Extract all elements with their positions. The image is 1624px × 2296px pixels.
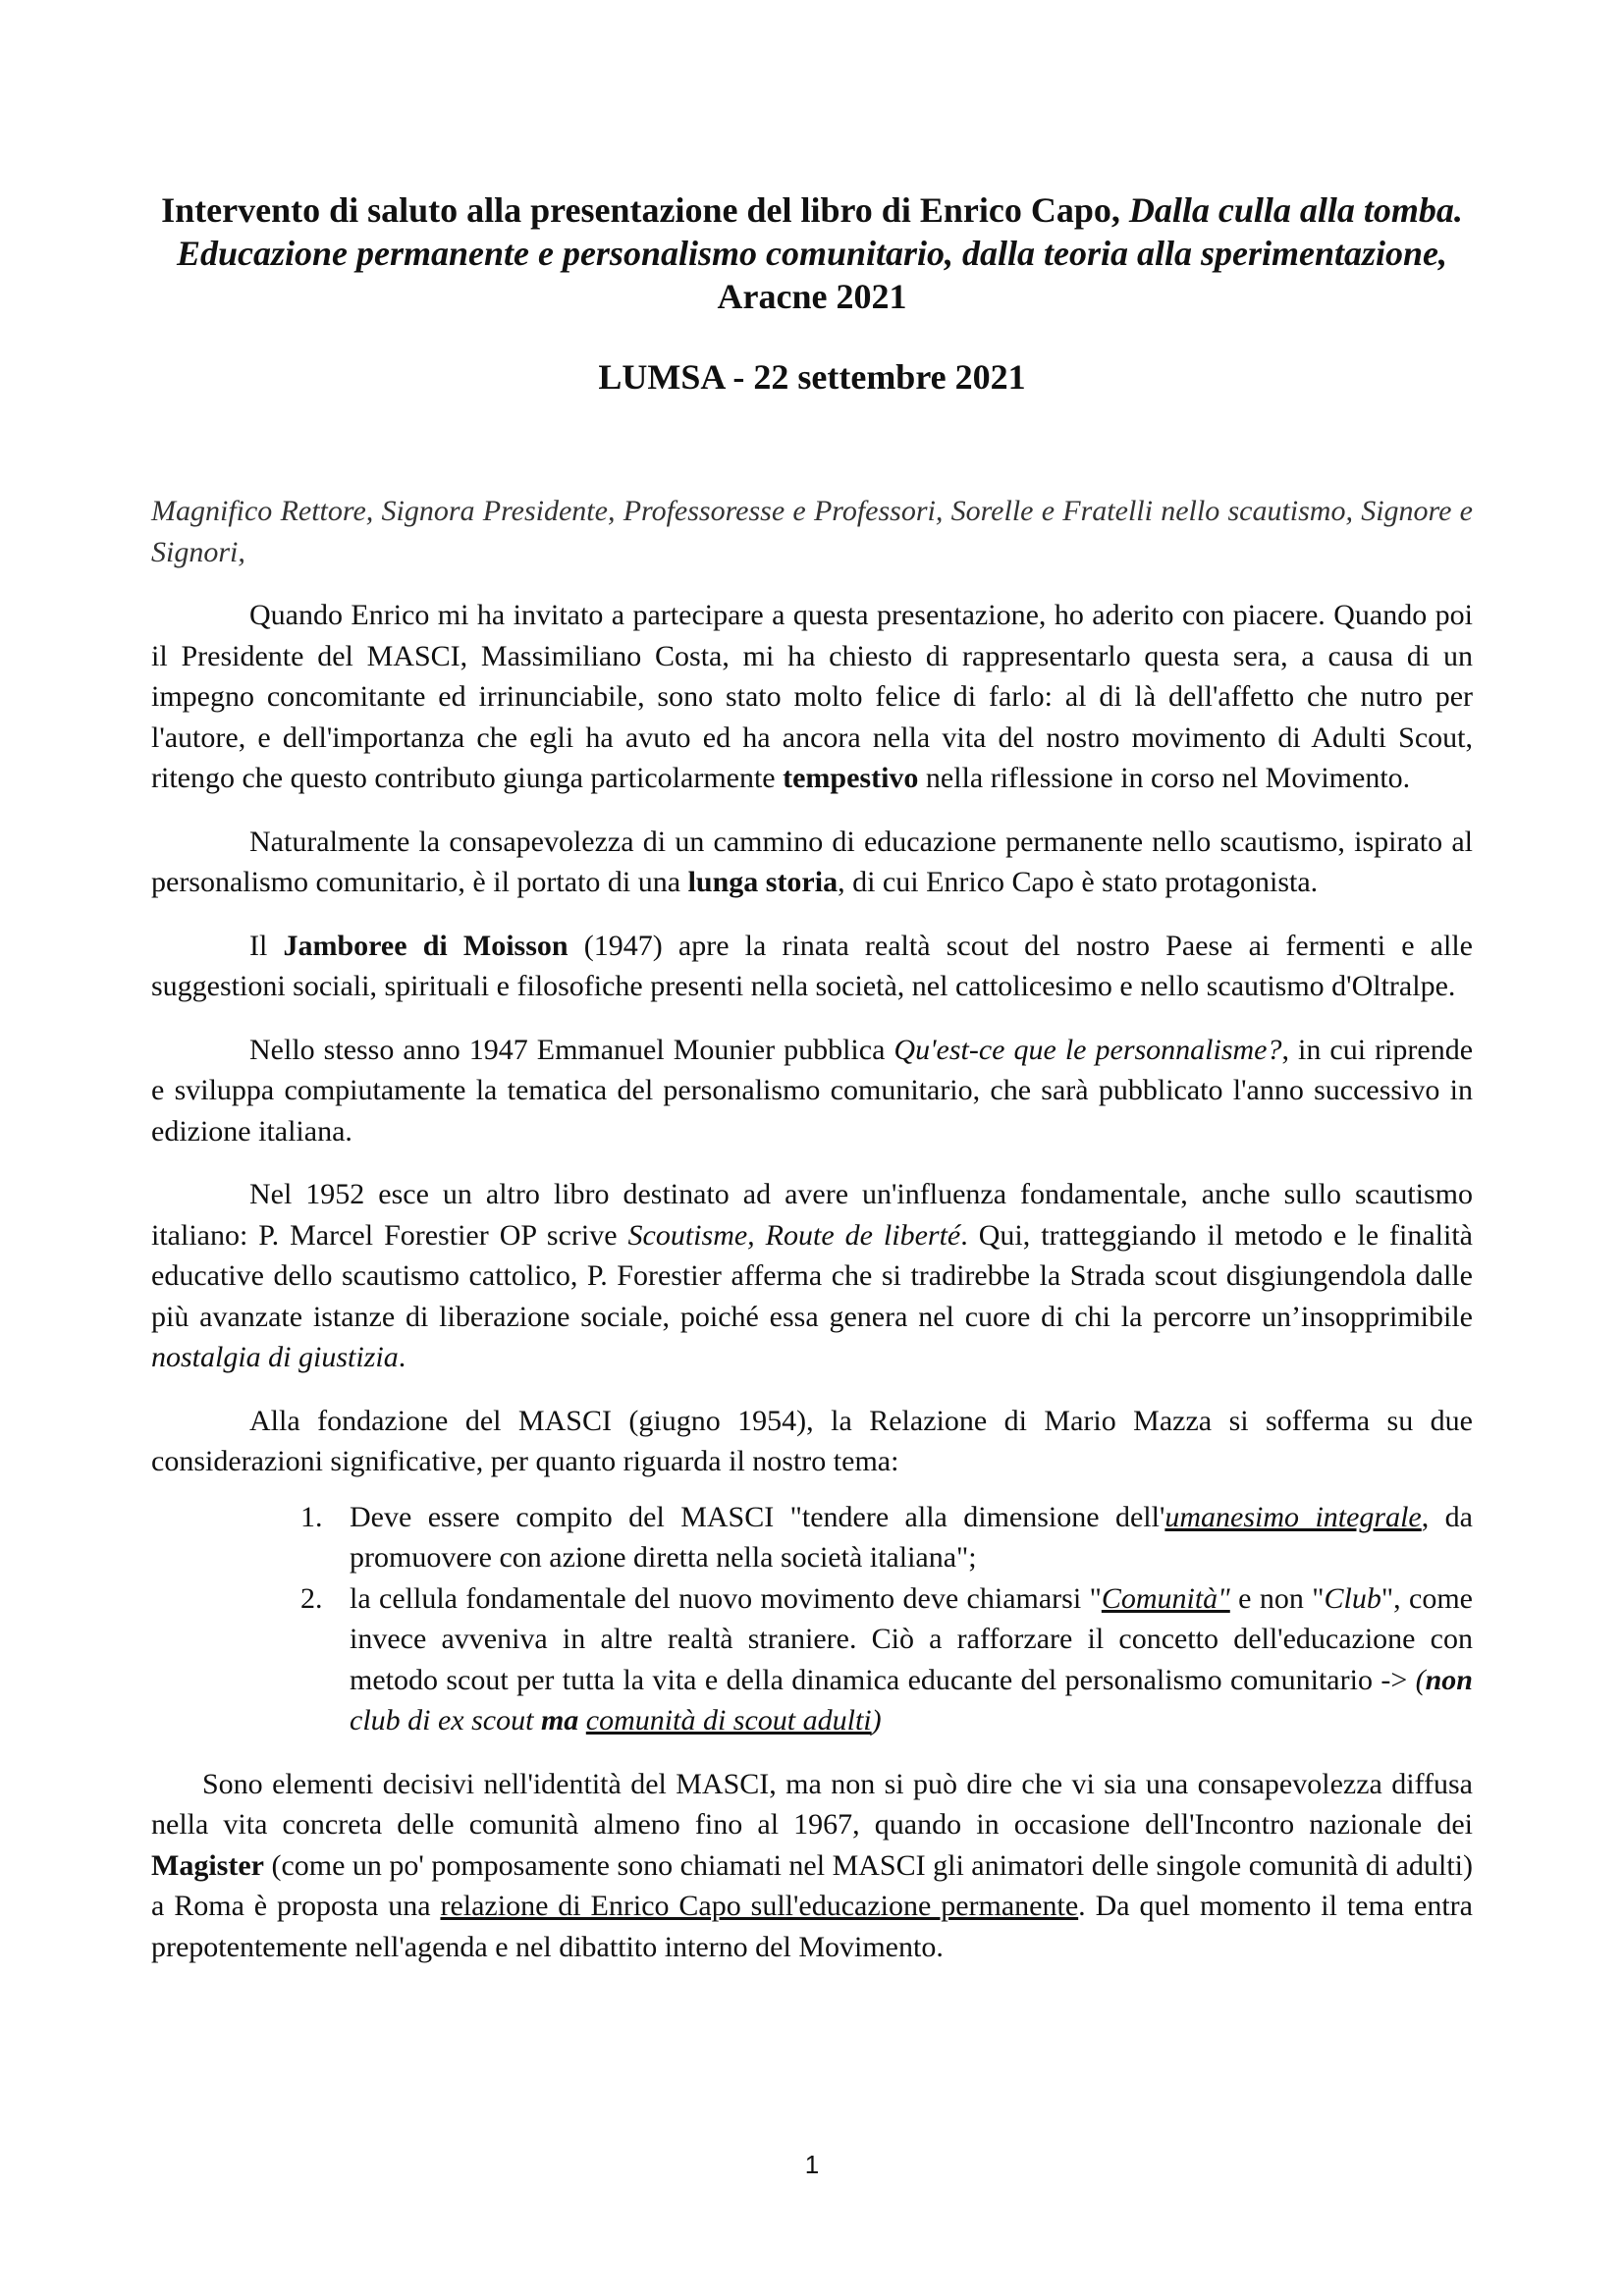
paragraph-3 — [151, 926, 1473, 1007]
book-title: Dalla culla alla tomba. Educazione permanente e personalismo comunitario, dalla teoria alla sperimentazione, — [176, 190, 1463, 273]
list-item — [151, 1497, 1473, 1578]
underlined-text: relazione di Enrico Capo sull'educazione permanente — [440, 1890, 1079, 1922]
italic-title: Qu'est-ce que le personnalisme? — [893, 1033, 1282, 1066]
bold-text: tempestivo — [783, 762, 919, 794]
list-text: la cellula fondamentale del nuovo movimento deve chiamarsi " — [350, 1581, 1102, 1615]
italic-title: Scoutisme, Route de liberté — [627, 1218, 961, 1252]
list-text: ", come invece avveniva in altre realtà straniere. Ciò a rafforzare il concetto dell'educazione con metodo scout per tutta la vita e della dinamica educante del personalismo comunitario -> — [350, 1581, 1473, 1696]
publisher-year: Aracne 2021 — [717, 277, 907, 316]
underlined-italic-text: umanesimo integrale — [1164, 1500, 1422, 1533]
paragraph-text: Nel 1952 esce un altro libro destinato ad avere un'influenza fondamentale, anche sullo scautismo italiano: P. Marcel Forestier OP scrive — [151, 1178, 1473, 1252]
list-text: e non " — [1229, 1581, 1325, 1615]
salutation: Magnifico Rettore, Signora Presidente, Professoresse e Professori, Sorelle e Fratelli nello scautismo, Signore e Signori, — [151, 495, 1473, 568]
event-date-heading: LUMSA - 22 settembre 2021 — [598, 357, 1026, 397]
paragraph-text: , di cui Enrico Capo è stato protagonista. — [838, 866, 1319, 898]
underlined-italic-text: comunità di scout adulti — [585, 1704, 872, 1736]
paragraph-text: Naturalmente la consapevolezza di un cammino di educazione permanente nello scautismo, ispirato al personalismo comunitario, è il portato di una — [151, 825, 1473, 898]
bold-text: Jamboree di Moisson — [283, 929, 568, 962]
list-text: Deve essere compito del MASCI "tendere alla dimensione dell' — [350, 1500, 1165, 1533]
paragraph-text: (come un po' pomposamente sono chiamati nel MASCI gli animatori delle singole comunità di adulti) a Roma è proposta una — [151, 1848, 1473, 1922]
paragraph-text: . Da quel momento il tema entra prepotentemente nell'agenda e nel dibattito interno del Movimento. — [151, 1890, 1473, 1963]
paragraph-7 — [151, 1764, 1473, 1968]
paragraph-text: Quando Enrico mi ha invitato a partecipare a questa presentazione, ho aderito con piacere. Quando poi il Presidente del MASCI, Massimiliano Costa, mi ha chiesto di rappresentarlo questa sera, a causa di un impegno concomitante ed irrinunciabile, sono stato molto felice di farlo: al di là dell'affetto che nutro per l'autore, e dell'importanza che egli ha avuto ed ha ancora nella vita del nostro movimento di Adulti Scout, ritengo che questo contributo giunga particolarmente — [151, 599, 1473, 794]
paragraph-text: (1947) apre la rinata realtà scout del nostro Paese ai fermenti e alle suggestioni sociali, spirituali e filosofiche presenti nella società, nel cattolicesimo e nello scautismo d'Oltralpe. — [151, 929, 1473, 1002]
paragraph-5 — [151, 1174, 1473, 1378]
italic-text: club di ex scout — [350, 1704, 541, 1736]
list-number: 1. — [300, 1500, 323, 1533]
italic-text: Club — [1324, 1581, 1381, 1615]
document-title — [147, 188, 1477, 318]
bold-text: lunga storia — [687, 866, 839, 898]
italic-text — [578, 1704, 586, 1736]
bold-italic-text: ma — [540, 1704, 579, 1736]
bold-text: Magister — [151, 1848, 264, 1882]
paragraph-4 — [151, 1030, 1473, 1152]
paragraph-2 — [151, 822, 1473, 903]
paragraph-text: Il — [249, 929, 284, 962]
document-body — [151, 491, 1473, 1990]
list-text: , da promuovere con azione diretta nella società italiana"; — [350, 1500, 1473, 1574]
paragraph-text: nella riflessione in corso nel Movimento. — [918, 762, 1411, 794]
page-number: 1 — [804, 2150, 820, 2179]
italic-text: nostalgia di giustizia — [151, 1341, 399, 1373]
paragraph-text: Sono elementi decisivi nell'identità del MASCI, ma non si può dire che vi sia una consapevolezza diffusa nella vita concreta delle comunità almeno fino al 1967, quando in occasione dell'Incontro nazionale dei — [151, 1767, 1473, 1841]
paragraph-text: Nello stesso anno 1947 Emmanuel Mounier pubblica — [249, 1033, 894, 1066]
italic-text: ) — [871, 1704, 882, 1736]
italic-text: ( — [1415, 1663, 1426, 1696]
paragraph-text: . — [398, 1341, 406, 1373]
underlined-italic-text: Comunità" — [1101, 1581, 1230, 1615]
paragraph-text: . Qui, tratteggiando il metodo e le finalità educative dello scautismo cattolico, P. Forestier afferma che si tradirebbe la Strada scout disgiungendola dalle più avanzate istanze di liberazione sociale, poiché essa genera nel cuore di chi la percorre un’insopprimibile — [151, 1218, 1473, 1333]
paragraph-1 — [151, 595, 1473, 799]
list-number: 2. — [300, 1581, 323, 1615]
title-text: Intervento di saluto alla presentazione del libro di Enrico Capo, — [161, 190, 1129, 230]
bold-italic-text: non — [1425, 1663, 1473, 1696]
paragraph-6: Alla fondazione del MASCI (giugno 1954), la Relazione di Mario Mazza si sofferma su due considerazioni significative, per quanto riguarda il nostro tema: — [151, 1404, 1473, 1477]
list-item — [151, 1578, 1473, 1741]
paragraph-text: , in cui riprende e sviluppa compiutamente la tematica del personalismo comunitario, che sarà pubblicato l'anno successivo in edizione italiana. — [151, 1033, 1474, 1148]
numbered-list — [151, 1497, 1473, 1741]
